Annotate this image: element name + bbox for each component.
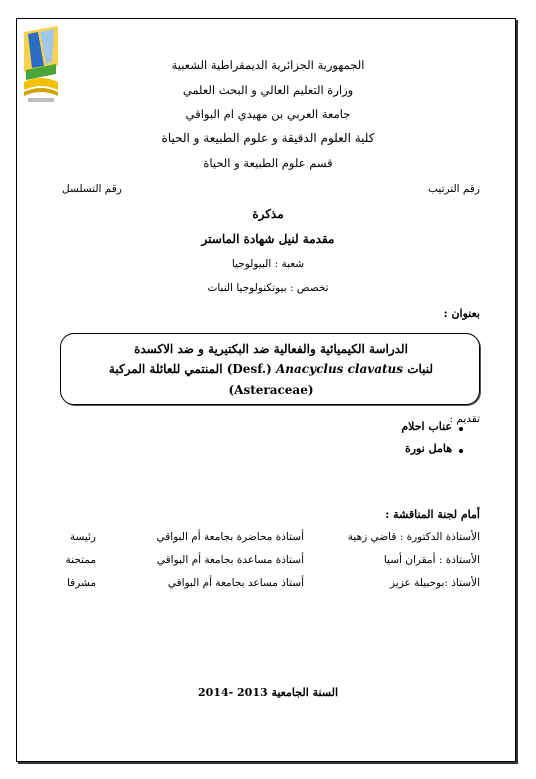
serial-label: رقم التسلسل <box>62 183 122 195</box>
thesis-title-family-text: المنتمي للعائلة المركبة <box>108 362 223 376</box>
ministry-name: وزارة التعليم العالي و البحث العلمي <box>182 83 354 97</box>
thesis-title-line2 <box>61 362 481 376</box>
rank-label: رقم الترتيب <box>428 183 480 195</box>
bullet-icon <box>459 449 463 453</box>
committee-member-position: أستاذة مساعدة بجامعة أم البواقي <box>156 554 304 566</box>
memo-branch: شعبة : البيولوجيا <box>231 258 305 270</box>
student-2: هامل نورة <box>404 442 452 455</box>
bullet-icon <box>459 427 463 431</box>
memo-specialty: تخصص : بيوتكنولوجيا النبات <box>207 282 329 294</box>
committee-label: أمام لجنة المناقشة : <box>385 508 480 521</box>
committee-member-name: الأستاذة : أمقران أسيا <box>383 554 480 566</box>
committee-member-position: أستاذة محاضرة بجامعة أم البواقي <box>156 531 304 543</box>
family-name: (Asteraceae) <box>228 383 314 397</box>
committee-member-name: الأستاذ :بوحبيلة عزيز <box>389 577 480 589</box>
department-name: قسم علوم الطبيعة و الحياة <box>203 156 333 170</box>
species-author: (Desf.) <box>226 362 272 376</box>
thesis-title-box <box>60 333 480 405</box>
student-1: عناب احلام <box>401 420 452 433</box>
republic-name: الجمهورية الجزائرية الديمقراطية الشعبية <box>171 58 365 72</box>
thesis-title-word-plant: لنبات <box>407 362 434 376</box>
title-label: بعنوان : <box>443 307 480 320</box>
faculty-name: كلية العلوم الدقيقة و علوم الطبيعة و الحياة <box>161 131 375 145</box>
thesis-title-line1: الدراسة الكيميائية والفعالية ضد البكتيرية و ضد الاكسدة <box>134 342 408 356</box>
committee-member-position: أستاذ مساعد بجامعة أم البواقي <box>167 577 304 589</box>
committee-member-role: ممتحنة <box>65 554 96 566</box>
species-name: Anacyclus clavatus <box>275 362 404 376</box>
memo-type: مذكرة <box>252 207 284 221</box>
memo-degree: مقدمة لنيل شهادة الماستر <box>201 232 335 246</box>
presented-label: تقديم : <box>449 413 480 425</box>
committee-member-role: رئيسة <box>69 531 96 543</box>
university-name: جامعة العربي بن مهيدي ام البواقي <box>185 107 351 121</box>
committee-member-role: مشرفا <box>66 577 96 589</box>
committee-member-name: الأستاذة الدكتورة : قاضي زهية <box>347 531 480 543</box>
academic-year: السنة الجامعية 2013 -2014 <box>197 686 339 699</box>
